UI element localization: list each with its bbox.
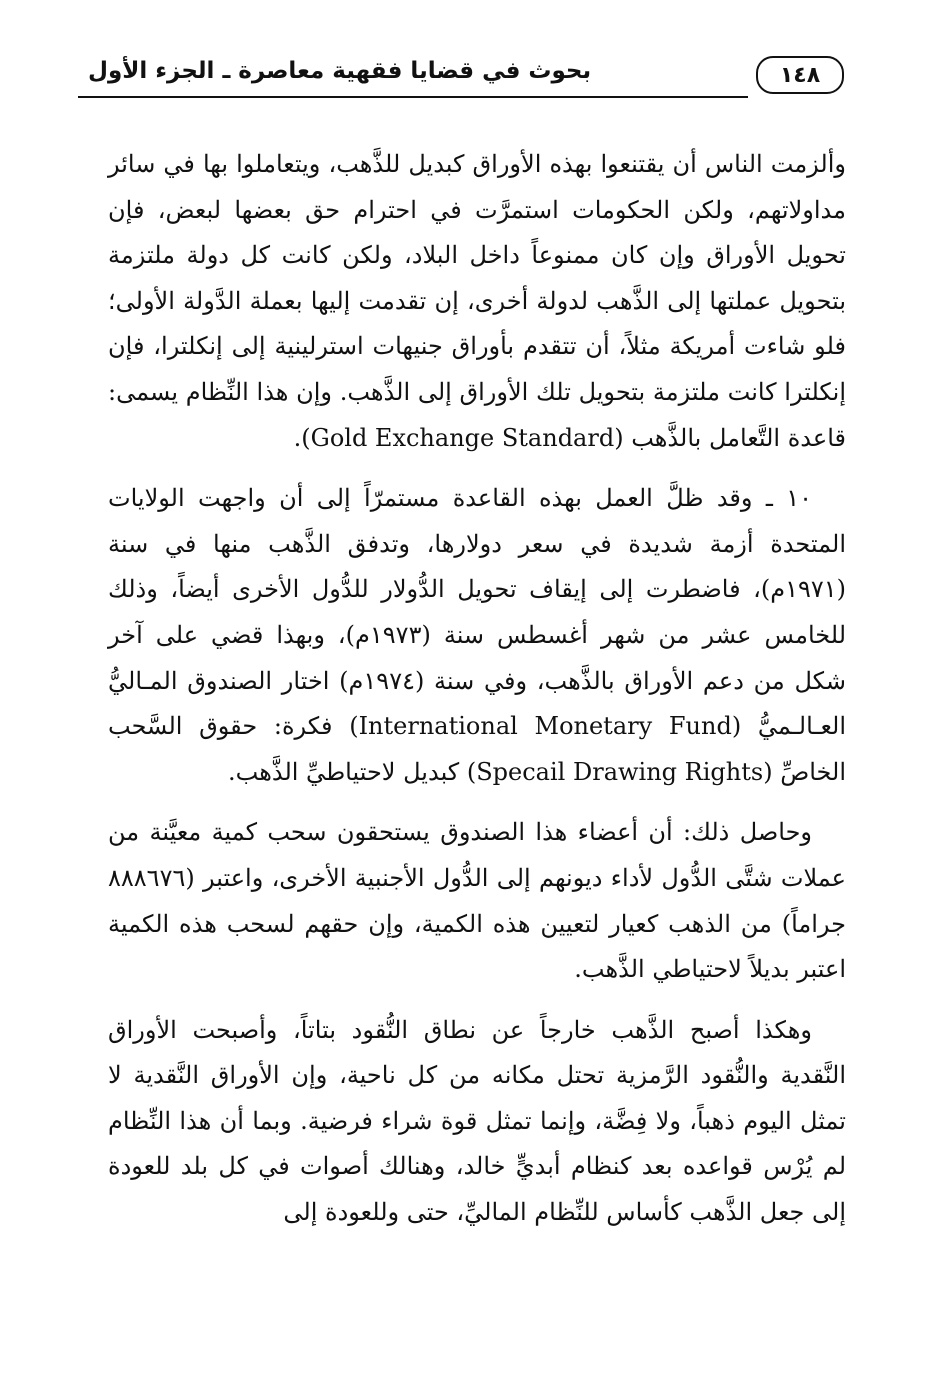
page-number: ١٤٨ <box>756 56 844 94</box>
page-body <box>108 142 846 1236</box>
paragraph-item-10: ١٠ ـ وقد ظلَّ العمل بهذه القاعدة مستمرّاً إلى أن واجهت الولايات المتحدة أزمة شديدة في سعر دولارها، وتدفق الذَّهب منها في سنة (١٩٧١م)، فاضطرت إلى إيقاف تحويل الدُّولار للدُّول الأخرى أيضاً، وذلك للخامس عشر من شهر أغسطس سنة (١٩٧٣م)، وبهذا قضي على آخر شكل من دعم الأوراق بالذَّهب، وفي سنة (١٩٧٤م) اختار الصندوق المـاليُّ العـالـميُّ (International Monetary Fund) فكرة: حقوق السَّحب الخاصِّ (Specail Drawing Rights) كبديل لاحتياطيِّ الذَّهب. <box>108 484 847 786</box>
running-title: بحوث في قضايا فقهية معاصرة ـ الجزء الأول <box>88 58 592 84</box>
header-rule <box>78 96 748 98</box>
paragraph-conclusion: وهكذا أصبح الذَّهب خارجاً عن نطاق النُّقود بتاتاً، وأصبحت الأوراق النَّقدية والنُّقود الرَّمزية تحتل مكانه من كل ناحية، وإن الأوراق النَّقدية لا تمثل اليوم ذهباً، ولا فِضَّة، وإنما تمثل قوة شراء فرضية. وبما أن هذا النِّظام لم يُرْس قواعده بعد كنظام أبديٍّ خالد، وهنالك أصوات في كل بلد للعودة إلى جعل الذَّهب كأساس للنِّظام الماليِّ، حتى وللعودة إلى <box>108 1015 846 1227</box>
page-header <box>78 48 844 104</box>
paragraph-summary: وحاصل ذلك: أن أعضاء هذا الصندوق يستحقون سحب كمية معيَّنة من عملات شتَّى الدُّول لأداء ديونهم إلى الدُّول الأجنبية الأخرى، واعتبر (٨٨٨٦٧٦ جراماً) من الذهب كعيار لتعيين هذه الكمية، وإن حقهم لسحب هذه الكمية اعتبر بديلاً لاحتياطي الذَّهب. <box>108 818 847 984</box>
paragraph-continuation: وألزمت الناس أن يقتنعوا بهذه الأوراق كبديل للذَّهب، ويتعاملوا بها في سائر مداولاتهم، ولكن الحكومات استمرَّت في احترام حق بعضها لبعض، فإن تحويل الأوراق وإن كان ممنوعاً داخل البلاد، ولكن كانت كل دولة ملتزمة بتحويل عملتها إلى الذَّهب لدولة أخرى، إن تقدمت إليها بعملة الدَّولة الأولى؛ فلو شاءت أمريكة مثلاً، أن تتقدم بأوراق جنيهات استرلينية إلى إنكلترا، فإن إنكلترا كانت ملتزمة بتحويل تلك الأوراق إلى الذَّهب. وإن هذا النِّظام يسمى: قاعدة التَّعامل بالذَّهب (Gold Exchange Standard). <box>108 150 846 452</box>
